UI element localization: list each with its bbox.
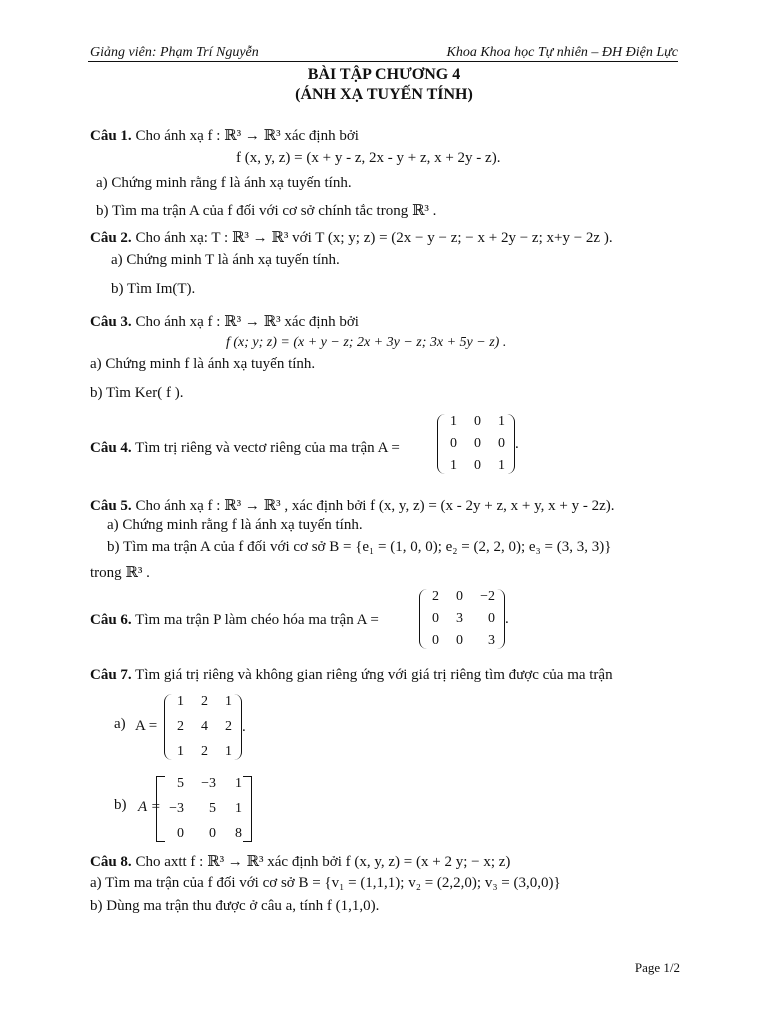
question-2 xyxy=(90,228,613,247)
matrix-cell: 1 xyxy=(177,744,184,759)
matrix-cell: 0 xyxy=(432,611,439,626)
question-1-label: Câu 1. xyxy=(90,128,132,144)
matrix-right-paren xyxy=(506,414,515,474)
question-8-a: a) Tìm ma trận của f đối với cơ sở B = {v₁ = (1,1,1); v₂ = (2,2,0); v₃ = (3,0,0)} xyxy=(90,875,561,891)
matrix-cell: 3 xyxy=(488,633,495,648)
question-8-label: Câu 8. xyxy=(90,854,132,870)
question-8-text: Cho axtt f : ℝ³ → ℝ³ xác định bởi f (x, y, z) = (x + 2 y; − x; z) xyxy=(135,854,511,870)
matrix-cell: 1 xyxy=(235,776,242,791)
matrix-cell: 8 xyxy=(235,826,242,841)
matrix-left-paren xyxy=(419,589,428,649)
matrix-cell: 0 xyxy=(474,458,481,473)
matrix-right-bracket xyxy=(243,776,252,842)
page-title: BÀI TẬP CHƯƠNG 4 xyxy=(307,66,461,83)
matrix-left-paren xyxy=(437,414,446,474)
matrix-cell: 1 xyxy=(498,458,505,473)
matrix-grid xyxy=(166,776,242,842)
matrix-cell: 5 xyxy=(177,776,184,791)
matrix-cell: 5 xyxy=(209,801,216,816)
matrix-grid xyxy=(174,694,232,760)
question-7-label: Câu 7. xyxy=(90,667,132,683)
question-8-b: b) Dùng ma trận thu được ở câu a, tính f (1,1,0). xyxy=(90,898,380,914)
question-4-matrix xyxy=(437,414,519,474)
matrix-cell: 1 xyxy=(498,414,505,429)
matrix-cell: 2 xyxy=(432,589,439,604)
matrix-end: . xyxy=(242,718,246,735)
matrix-cell: 1 xyxy=(225,744,232,759)
matrix-cell: 0 xyxy=(432,633,439,648)
matrix-cell: 1 xyxy=(177,694,184,709)
question-2-text: Cho ánh xạ: T : ℝ³ → ℝ³ với T (x; y; z) = (2x − y − z; − x + 2y − z; x+y − 2z ). xyxy=(135,230,613,246)
matrix-cell: 2 xyxy=(201,744,208,759)
page-number: Page 1/2 xyxy=(634,960,680,975)
matrix-grid xyxy=(429,589,495,649)
page-subtitle: (ÁNH XẠ TUYẾN TÍNH) xyxy=(295,86,473,103)
question-2-b: b) Tìm Im(T). xyxy=(111,281,196,297)
question-6-text: Tìm ma trận P làm chéo hóa ma trận A = xyxy=(135,612,379,628)
question-1-a: a) Chứng minh rằng f là ánh xạ tuyến tính. xyxy=(96,175,352,191)
question-4-text: Tìm trị riêng và vectơ riêng của ma trận A = xyxy=(135,440,400,456)
matrix-cell: 0 xyxy=(177,826,184,841)
matrix-cell: 0 xyxy=(456,589,463,604)
question-7-text: Tìm giá trị riêng và không gian riêng ứng với giá trị riêng tìm được của ma trận xyxy=(135,667,613,683)
question-1-text: Cho ánh xạ f : ℝ³ → ℝ³ xác định bởi xyxy=(135,128,359,144)
question-7-a-eq: A = xyxy=(135,718,158,734)
question-5-b: b) Tìm ma trận A của f đối với cơ sở B = {e₁ = (1, 0, 0); e₂ = (2, 2, 0); e₃ = (3, 3, 3)} xyxy=(107,539,612,555)
matrix-cell: 0 xyxy=(474,414,481,429)
question-7-b-label: b) xyxy=(114,797,127,813)
matrix-grid xyxy=(447,414,505,474)
question-3-formula: f (x; y; z) = (x + y − z; 2x + 3y − z; 3x + 5y − z) . xyxy=(226,335,507,350)
question-3-a: a) Chứng minh f là ánh xạ tuyến tính. xyxy=(90,356,316,372)
matrix-cell: 0 xyxy=(474,436,481,451)
header-rule xyxy=(88,61,678,62)
question-4 xyxy=(90,440,400,457)
question-1-formula: f (x, y, z) = (x + y - z, 2x - y + z, x + 2y - z). xyxy=(236,150,501,166)
matrix-cell: 1 xyxy=(235,801,242,816)
matrix-cell: 1 xyxy=(225,694,232,709)
question-5-text: Cho ánh xạ f : ℝ³ → ℝ³ , xác định bởi f (x, y, z) = (x - 2y + z, x + y, x + y - 2z). xyxy=(135,498,615,514)
question-5-b2: trong ℝ³ . xyxy=(90,565,150,581)
question-2-a: a) Chứng minh T là ánh xạ tuyến tính. xyxy=(111,252,340,268)
matrix-cell: 0 xyxy=(456,633,463,648)
matrix-cell: 0 xyxy=(209,826,216,841)
question-3 xyxy=(90,312,359,331)
matrix-cell: 2 xyxy=(177,719,184,734)
matrix-cell: −2 xyxy=(480,589,495,604)
matrix-cell: 2 xyxy=(225,719,232,734)
question-7-a-matrix xyxy=(164,694,246,760)
matrix-cell: 2 xyxy=(201,694,208,709)
header-instructor: Giảng viên: Phạm Trí Nguyễn xyxy=(90,45,259,60)
question-5 xyxy=(90,496,615,515)
matrix-cell: 4 xyxy=(201,719,208,734)
question-3-text: Cho ánh xạ f : ℝ³ → ℝ³ xác định bởi xyxy=(135,314,359,330)
question-2-label: Câu 2. xyxy=(90,230,132,246)
matrix-right-paren xyxy=(496,589,505,649)
matrix-cell: 0 xyxy=(450,436,457,451)
question-6 xyxy=(90,612,379,629)
matrix-cell: −3 xyxy=(169,801,184,816)
question-7 xyxy=(90,667,613,684)
matrix-cell: −3 xyxy=(201,776,216,791)
matrix-right-paren xyxy=(233,694,242,760)
question-6-label: Câu 6. xyxy=(90,612,132,628)
question-5-a: a) Chứng minh rằng f là ánh xạ tuyến tính. xyxy=(107,517,363,533)
question-8 xyxy=(90,852,510,871)
question-5-label: Câu 5. xyxy=(90,498,132,514)
question-7-b-eq: A = xyxy=(138,799,161,815)
question-7-a-label: a) xyxy=(114,716,126,732)
question-1 xyxy=(90,126,359,145)
matrix-cell: 0 xyxy=(498,436,505,451)
question-3-b: b) Tìm Ker( f ). xyxy=(90,385,184,401)
header-department: Khoa Khoa học Tự nhiên – ĐH Điện Lực xyxy=(446,45,678,60)
question-3-label: Câu 3. xyxy=(90,314,132,330)
matrix-end: . xyxy=(515,435,519,452)
question-7-b-matrix xyxy=(156,776,252,842)
question-1-b: b) Tìm ma trận A của f đối với cơ sở chính tắc trong ℝ³ . xyxy=(96,203,437,219)
matrix-cell: 1 xyxy=(450,458,457,473)
matrix-cell: 1 xyxy=(450,414,457,429)
matrix-cell: 0 xyxy=(488,611,495,626)
matrix-left-bracket xyxy=(156,776,165,842)
matrix-left-paren xyxy=(164,694,173,760)
question-4-label: Câu 4. xyxy=(90,440,132,456)
question-6-matrix xyxy=(419,589,509,649)
matrix-end: . xyxy=(505,610,509,627)
matrix-cell: 3 xyxy=(456,611,463,626)
